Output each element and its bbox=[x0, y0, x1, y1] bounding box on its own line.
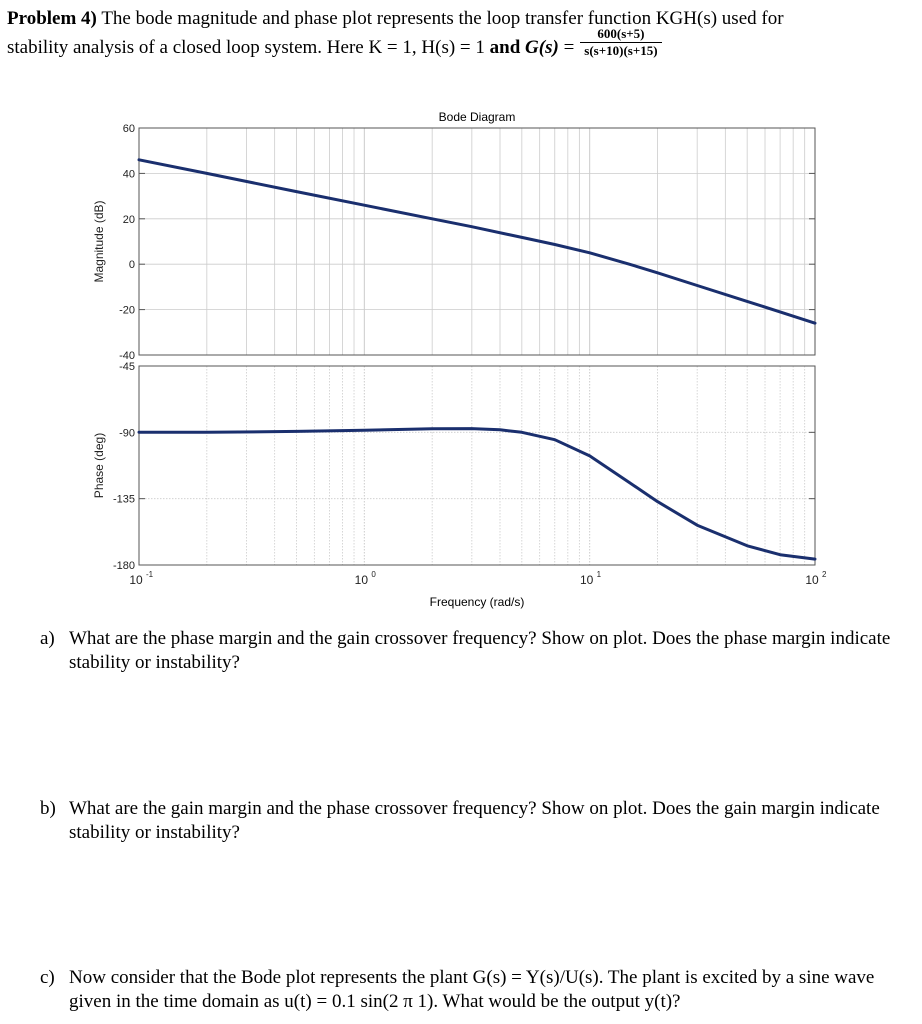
problem-text-1: The bode magnitude and phase plot represents the loop transfer function KGH(s) used for bbox=[101, 8, 784, 29]
problem-line-2 bbox=[7, 26, 912, 65]
phase-ytick-label: -180 bbox=[112, 560, 135, 572]
phase-ylabel: Phase (deg) bbox=[92, 432, 106, 499]
magnitude-ytick-label: -40 bbox=[119, 350, 135, 362]
question-c bbox=[40, 966, 910, 1014]
and-word: and bbox=[489, 36, 521, 58]
equals-sign: = bbox=[563, 36, 575, 58]
question-b bbox=[40, 797, 910, 845]
chart-title: Bode Diagram bbox=[438, 110, 516, 124]
magnitude-axes-box bbox=[139, 128, 815, 355]
magnitude-ytick-label: -20 bbox=[119, 304, 135, 317]
problem-statement bbox=[7, 6, 912, 65]
chart-xlabel: Frequency (rad/s) bbox=[429, 595, 525, 609]
question-c-label: c) bbox=[40, 967, 55, 988]
magnitude-ytick-label: 0 bbox=[128, 259, 135, 272]
tf-numerator: 600(s+5) bbox=[580, 26, 661, 43]
magnitude-ytick-label: 20 bbox=[122, 213, 135, 226]
xtick-label-base: 10 bbox=[129, 573, 143, 587]
phase-axes-box bbox=[139, 366, 815, 565]
magnitude-ytick-label: 60 bbox=[122, 123, 135, 135]
xtick-label-exponent: 0 bbox=[371, 570, 376, 579]
question-b-label: b) bbox=[40, 798, 56, 819]
question-a-label: a) bbox=[40, 628, 55, 649]
phase-ytick-label: -90 bbox=[119, 427, 135, 440]
xtick-label-exponent: 1 bbox=[596, 570, 602, 579]
xtick-label-base: 10 bbox=[805, 573, 819, 587]
phase-ytick-label: -45 bbox=[119, 361, 135, 373]
question-a-text: What are the phase margin and the gain crossover frequency? Show on plot. Does the phase margin indicate stability or instability? bbox=[69, 628, 891, 673]
g-label: G(s) bbox=[525, 36, 559, 58]
xtick-label-exponent: -1 bbox=[146, 570, 154, 579]
bode-chart bbox=[0, 100, 922, 620]
problem-text-2: stability analysis of a closed loop system. Here K = 1, H(s) = 1 bbox=[7, 36, 485, 58]
tf-denominator: s(s+10)(s+15) bbox=[584, 43, 658, 58]
transfer-function-fraction bbox=[580, 26, 661, 59]
problem-label: Problem 4) bbox=[7, 8, 97, 29]
xtick-label-base: 10 bbox=[579, 573, 594, 587]
magnitude-curve-line bbox=[139, 160, 815, 323]
question-c-text: Now consider that the Bode plot represents the plant G(s) = Y(s)/U(s). The plant is excited by a sine wave given in the time domain as u(t) = 0.1 sin(2 π 1). What would be the output y(t)? bbox=[69, 967, 875, 1012]
question-b-text: What are the gain margin and the phase crossover frequency? Show on plot. Does the gain margin indicate stability or instability? bbox=[69, 798, 880, 843]
question-a bbox=[40, 627, 910, 675]
phase-ytick-label: -135 bbox=[112, 493, 135, 506]
xtick-label-base: 10 bbox=[354, 573, 369, 587]
phase-curve-line bbox=[139, 429, 815, 559]
magnitude-ylabel: Magnitude (dB) bbox=[92, 200, 106, 283]
magnitude-ytick-label: 40 bbox=[122, 168, 135, 181]
problem-line-1 bbox=[7, 6, 912, 32]
xtick-label-exponent: 2 bbox=[822, 570, 827, 579]
